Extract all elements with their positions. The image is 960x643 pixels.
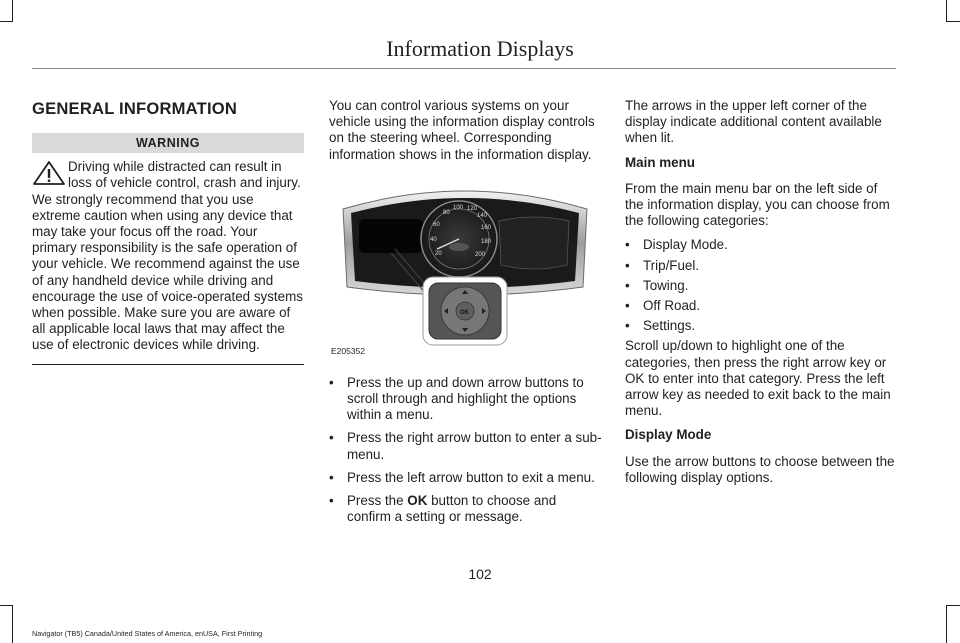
warning-triangle-icon [32, 160, 66, 186]
gauge-number: 80 [443, 209, 450, 216]
category-label: Off Road. [643, 298, 701, 314]
crop-mark [946, 0, 947, 22]
page-number: 102 [468, 566, 492, 582]
list-item: • Press the up and down arrow buttons to scroll through and highlight the options within a menu. [329, 374, 584, 423]
category-label: Towing. [643, 277, 689, 293]
gauge-number: 140 [477, 212, 488, 219]
category-label: Trip/Fuel. [643, 257, 700, 273]
intro-paragraph: You can control various systems on your vehicle using the information display controls on the steering wheel. Corresponding information shows in the information display. [329, 98, 595, 162]
column-1 [32, 98, 304, 365]
header-rule [32, 68, 896, 69]
category-label: Display Mode. [643, 237, 728, 253]
crop-mark [12, 605, 13, 643]
list-item-text: Press the left arrow button to exit a menu. [347, 469, 595, 485]
crop-mark [0, 21, 13, 22]
page-header-title: Information Displays [386, 36, 574, 61]
category-item: • Off Road. [625, 298, 701, 314]
gauge-number: 200 [475, 251, 486, 258]
gauge-number: 160 [481, 224, 492, 231]
figure-id: E205352 [331, 345, 366, 356]
main-menu-paragraph: From the main menu bar on the left side of the information display, you can choose from the following categories: [625, 180, 890, 229]
crop-mark [12, 0, 13, 22]
gauge-number: 60 [433, 221, 440, 228]
category-item: • Trip/Fuel. [625, 257, 700, 273]
list-item-text-before: Press the [347, 493, 408, 509]
instrument-cluster-figure [329, 177, 601, 359]
list-item: • Press the right arrow button to enter a sub-menu. [329, 430, 602, 462]
section-heading: GENERAL INFORMATION [32, 99, 238, 118]
list-item-text: Press the up and down arrow buttons to scroll through and highlight the options within a menu. [347, 374, 584, 423]
ok-label: OK [407, 493, 428, 509]
category-item: • Towing. [625, 277, 689, 293]
instrument-cluster-illustration [329, 177, 601, 359]
gauge-number: 180 [481, 238, 492, 245]
crop-mark [0, 605, 13, 606]
column-3 [625, 98, 897, 494]
main-menu-heading: Main menu [625, 154, 695, 170]
category-item: • Settings. [625, 318, 696, 334]
intro-paragraph: The arrows in the upper left corner of the display indicate additional content available when lit. [625, 98, 882, 146]
list-item-text: Press the right arrow button to enter a sub-menu. [347, 430, 602, 462]
list-item-text-after: button to choose and confirm a setting or message. [347, 493, 557, 525]
footer-text: Navigator (TB5) Canada/United States of America, enUSA, First Printing [32, 629, 263, 638]
crop-mark [946, 21, 960, 22]
category-item: • Display Mode. [625, 237, 728, 253]
gauge-number: 40 [430, 236, 437, 243]
warning-bottom-rule [32, 364, 304, 365]
gauge-number: 20 [435, 250, 442, 257]
column-2 [329, 98, 602, 532]
category-label: Settings. [643, 318, 696, 334]
display-mode-heading: Display Mode [625, 427, 712, 443]
svg-text:OK: OK [460, 309, 469, 316]
display-mode-paragraph: Use the arrow buttons to choose between the following display options. [625, 453, 895, 485]
crop-mark [946, 605, 947, 643]
warning-label: WARNING [32, 133, 304, 153]
scroll-paragraph: Scroll up/down to highlight one of the categories, then press the right arrow key or OK to enter into that category. Press the left arrow key as needed to exit back to the main menu. [625, 338, 891, 419]
crop-mark [946, 605, 960, 606]
gauge-number: 100 [453, 204, 464, 211]
list-item: • Press the left arrow button to exit a menu. [329, 469, 595, 485]
gauge-number: 120 [467, 205, 478, 212]
warning-text: Driving while distracted can result in loss of vehicle control, crash and injury. We strongly recommend that you use extreme caution when using any device that may take your focus off the road. Your primary responsibility is the safe operation of your vehicle. We recommend against the use of any handheld device while driving and encourage the use of voice-operated systems when possible. Make sure you are aware of all applicable local laws that may affect the use of electronic devices while driving. [32, 159, 303, 353]
list-item: • Press the OK button to choose and confirm a setting or message. [329, 493, 557, 525]
